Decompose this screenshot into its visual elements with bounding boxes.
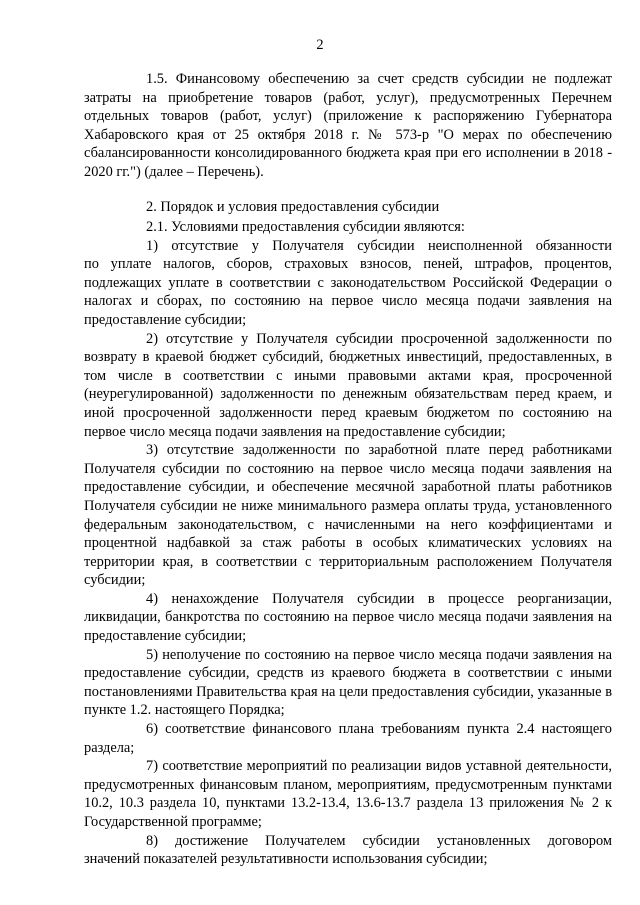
document-body xyxy=(84,218,612,869)
condition-item-1 xyxy=(84,237,612,330)
condition-item-4: 4) ненахождение Получателя субсидии в процессе реорганизации, ликвидации, банкротства по состоянию на первое число месяца подачи заявления на предоставление субсидии; xyxy=(84,590,612,645)
paragraph-1-5 xyxy=(84,70,612,182)
condition-item-2: 2) отсутствие у Получателя субсидии просроченной задолженности по возврату в краевой бюджет субсидий, бюджетных инвестиций, предоставленных, в том числе в соответствии с иными правовыми актами края, просроченной (неурегулированной) задолженности по денежным обязательствам перед краем, и иной просроченной задолженности перед краевым бюджетом по состоянию на первое число месяца подачи заявления на предоставление субсидии; xyxy=(84,330,612,440)
condition-item-3: 3) отсутствие задолженности по заработной плате перед работниками Получателя субсидии по состоянию на первое число месяца подачи заявления на предоставление субсидии, и обеспечение месячной заработной платы работников Получателя субсидии не ниже минимального размера оплаты труда, установленного федеральным законодательством, с начисленными на него коэффициентами и процентной надбавкой за стаж работы в особых климатических условиях на территории края, в соответствии с территориальным расположением Получателя субсидии; xyxy=(84,442,612,589)
condition-item-7: 7) соответствие мероприятий по реализации видов уставной деятельности, предусмотренных финансовым планом, мероприятиям, предусмотренным пунктами 10.2, 10.3 раздела 10, пунктами 13.2-13.4, 13.6-13.7 раздела 13 приложения № 2 к Государственной программе; xyxy=(84,758,612,830)
section-heading-2 xyxy=(84,198,612,217)
paragraph-text: 1.5. Финансовому обеспечению за счет средств субсидии не подлежат затраты на приобретение товаров (работ, услуг), предусмотренных Перечнем отдельных товаров (работ, услуг) (приложение к распоряжению Губернатора Хабаровского края от 25 октября 2018 г. № 573-р "О мерах по обеспечению сбалансированности консолидированного бюджета края при его исполнении в 2018 - 2020 гг.") (далее – Перечень). xyxy=(84,71,612,180)
condition-item-5: 5) неполучение по состоянию на первое число месяца подачи заявления на предоставление субсидии, средств из краевого бюджета в соответствии с иными постановлениями Правительства края на цели предоставления субсидии, указанные в пункте 1.2. настоящего Порядка; xyxy=(84,646,612,719)
section-heading: 2. Порядок и условия предоставления субсидии xyxy=(146,199,440,215)
condition-item-1-first-line: 1) отсутствие у Получателя субсидии неисполненной обязанности xyxy=(146,237,612,254)
condition-item-8 xyxy=(84,832,612,869)
condition-item-8-rest: значений показателей результативности использования субсидии; xyxy=(84,851,488,868)
condition-item-6: 6) соответствие финансового плана требованиям пункта 2.4 настоящего раздела; xyxy=(84,721,612,756)
condition-item-8-first-line: 8) достижение Получателем субсидии установленных договором xyxy=(146,832,612,849)
page-number: 2 xyxy=(316,37,324,53)
condition-item-1-rest: по уплате налогов, сборов, страховых взносов, пеней, штрафов, процентов, подлежащих уплате в соответствии с законодательством Российской Федерации о налогах и сборах, по состоянию на первое число месяца подачи заявления на предоставление субсидии; xyxy=(84,256,612,328)
paragraph-2-1: 2.1. Условиями предоставления субсидии являются: xyxy=(146,219,465,235)
